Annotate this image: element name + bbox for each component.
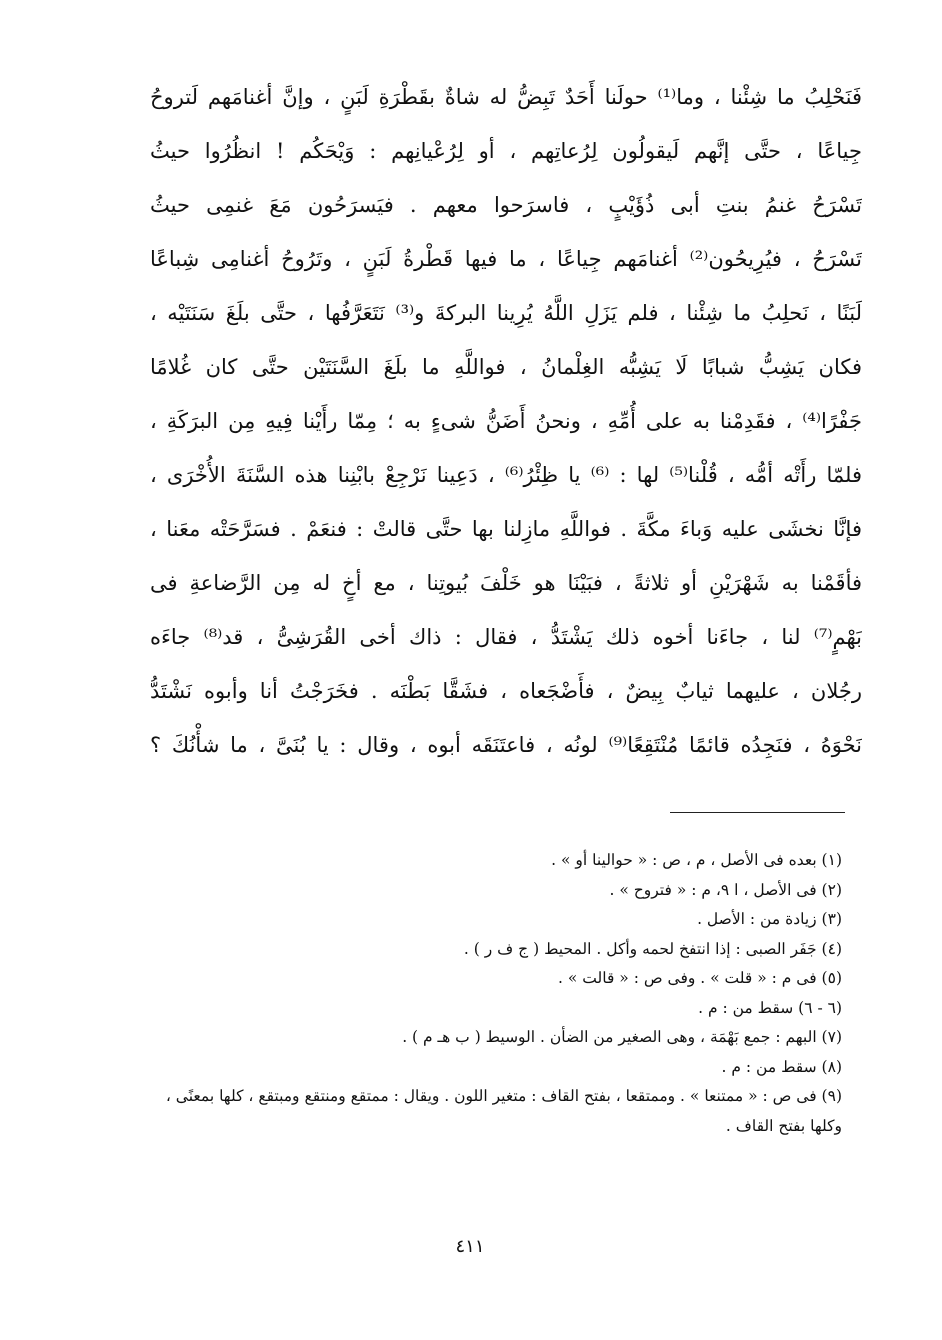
text-line: فكان يَشِبُّ شبابًا لَا يَشِبُّه الغِلْمانُ ، فواللَّهِ ما بلَغَ السَّنَتَيْن حتَّى كان غُلامًا bbox=[150, 355, 862, 379]
text-line: نَحْوَهُ ، فنَجِدُه قائمًا مُنْتَقِعًا⁽⁹⁾ لونُه ، فاعتَنَقَه أبوه ، وقال : يا بُنَىَّ ، ما شأْنُكَ ؟ bbox=[150, 733, 862, 757]
page-number: ٤١١ bbox=[455, 1236, 485, 1257]
footnote: (٤) جَفَر الصبى : إذا انتفخ لحمه وأكل . المحيط ( ج ف ر ) . bbox=[463, 939, 842, 958]
footnotes bbox=[100, 846, 842, 1141]
footnote-continuation: وكلها بفتح القاف . bbox=[725, 1116, 842, 1135]
footnote: (٨) سقط من : م . bbox=[721, 1057, 842, 1076]
text-line: بَهْمٍ⁽⁷⁾ لنا ، جاءَنا أخوه ذلك يَشْتَدُّ ، فقال : ذاك أخى القُرَشِىُّ ، قد⁽⁸⁾ جاءَه bbox=[150, 625, 862, 649]
footnote: (٧) البهم : جمع بَهْمَة ، وهى الصغير من الضأن . الوسيط ( ب هـ م ) . bbox=[402, 1028, 842, 1046]
footnote: (١) بعده فى الأصل ، م ، ص : « حوالينا أو » . bbox=[551, 851, 842, 869]
text-line: فأقَمْنا به شَهْرَيْنِ أو ثلاثةً ، فبَيْنَا هو خَلْفَ بُيوتِنا ، مع أخٍ له مِن الرَّضاعةِ فى bbox=[150, 571, 862, 595]
text-line: فإنَّا نخشَى عليه وَباءَ مكَّةَ . فواللَّهِ مازِلنا بها حتَّى قالتْ : فنعَمْ . فسَرَّحَتْه معَنا ، bbox=[150, 517, 862, 541]
main-text bbox=[150, 70, 862, 772]
text-line: جِياعًا ، حتَّى إنَّهم لَيقولُون لِرُعاتِهم ، أو لِرُعْيانِهم : وَيْحَكُم ! انظُرُوا حيثُ bbox=[150, 139, 862, 163]
text-line: جَفْرًا⁽⁴⁾ ، فقَدِمْنا به على أُمِّهِ ، ونحنُ أَضَنُّ شىءٍ به ؛ مِمّا رأَيْنا فِيهِ مِن البرَكَةِ ، bbox=[150, 409, 862, 433]
text-line: فلمّا رأَتْه أمُّه ، قُلْنا⁽⁵⁾ لها : ⁽⁶⁾ يا ظِئْرُ⁽⁶⁾ ، دَعِينا نَرْجِعْ بابْنِنا هذه السَّنَةَ الأُخْرَى ، bbox=[150, 463, 862, 487]
footnote: (٣) زيادة من : الأصل . bbox=[697, 910, 842, 928]
footnote: (٥) فى م : « قلت » . وفى ص : « قالت » . bbox=[558, 969, 842, 987]
text-line: رجُلان ، عليهما ثيابٌ بِيضٌ ، فأَضْجَعاه ، فشَقَّا بَطْنَه . فخَرَجْتُ أنا وأبوه نَشْتَدُّ bbox=[150, 679, 862, 703]
text-line: لَبَنًا ، نَحلِبُ ما شِئْنا ، فلم يَزَلِ اللَّهُ يُرِينا البركةَ و⁽³⁾ نَتَعَرَّفُها ، حتَّى بلَغَ سَنَتَيْه ، bbox=[150, 301, 862, 325]
text-line: تَسْرَحُ ، فيُرِيحُون⁽²⁾ أغنامَهم جِياعًا ، ما فيها قَطْرةُ لَبَنٍ ، وتَرُوحُ أغنامِى شِباعًا bbox=[150, 247, 862, 271]
footnote: (٢) فى الأصل ، ا ٩، م : « فتروح » . bbox=[609, 880, 842, 899]
footnote-separator bbox=[670, 812, 845, 813]
text-line: تَسْرَحُ غنمُ بنتِ أبى ذُؤَيْبٍ ، فاسرَحوا معهم . فيَسرَحُون مَعَ غنمِى حيثُ bbox=[150, 193, 862, 217]
footnote: (٦ - ٦) سقط من : م . bbox=[698, 998, 842, 1017]
text-line: فَنَحْلِبُ ما شِئْنا ، وما⁽¹⁾ حولَنا أَحَدٌ تَبِضُّ له شاةٌ بقَطْرَةِ لَبَنٍ ، وإنَّ أغنامَهم لَتروحُ bbox=[150, 85, 862, 109]
footnote: (٩) فى ص : « ممتنعا » . وممتقعا ، بفتح القاف : متغير اللون . ويقال : ممتقع ومنتقع ومبتقع ، كلها بمعنًى ، bbox=[165, 1087, 842, 1105]
